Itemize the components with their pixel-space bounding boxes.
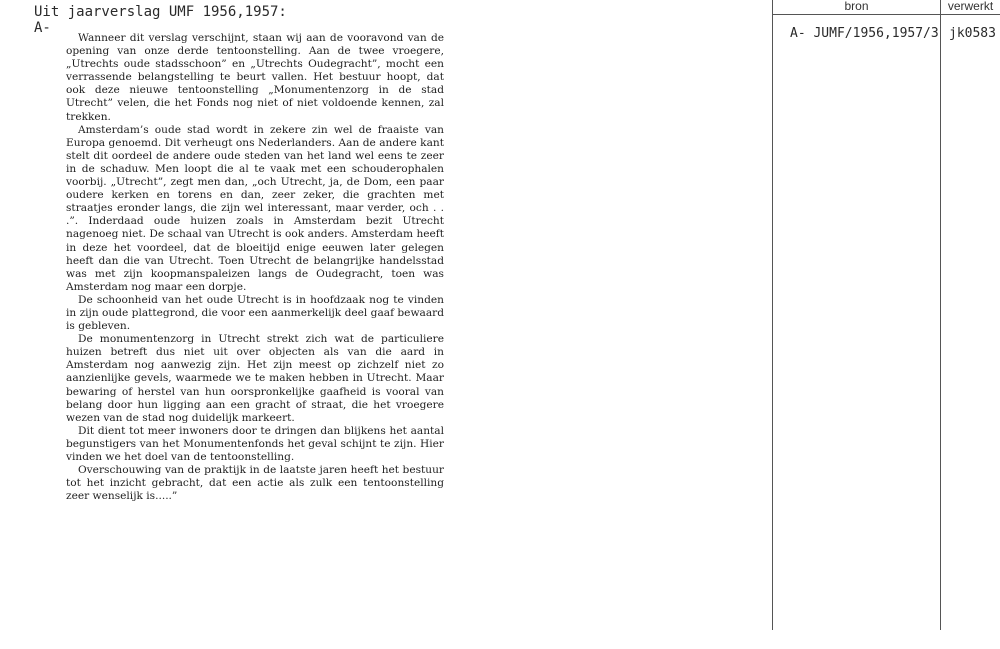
paragraph: De schoonheid van het oude Utrecht is in hoofdzaak nog te vinden in zijn oude plattegrond, die voor een aanmerkelijk deel gaaf bewaard is gebleven. <box>66 293 444 333</box>
bron-column-header: bron <box>844 0 869 13</box>
body-text <box>66 32 444 503</box>
section-marker: A- <box>34 20 51 36</box>
panel-column-divider <box>940 0 941 630</box>
paragraph: Amsterdam’s oude stad wordt in zekere zin wel de fraaiste van Europa genoemd. Dit verheugt ons Nederlanders. Aan de andere kant stelt dit oordeel de andere oude steden van het land wel eens te zeer in de schaduw. Men loopt die al te vaak met een schouderophalen voorbij. „Utrecht”, zegt men dan, „och Utrecht, ja, de Dom, een paar oudere kerken en torens en dan, zeer zeker, die grachten met straatjes eronder langs, die zijn wel interessant, maar verder, och . . .”. Inderdaad oude huizen zoals in Amsterdam bezit Utrecht nagenoeg niet. De schaal van Utrecht is ook anders. Amsterdam heeft in deze het voordeel, dat de bloeitijd enige eeuwen later gelegen heeft dan die van Utrecht. Toen Utrecht de belangrijke handelsstad was met zijn koopmanspaleizen langs de Oudegracht, toen was Amsterdam nog maar een dorpje. <box>66 123 444 293</box>
paragraph: Overschouwing van de praktijk in de laatste jaren heeft het bestuur tot het inzicht gebracht, dat een actie als zulk een tentoonstelling zeer wenselijk is.....” <box>66 464 444 503</box>
panel-header-rule <box>772 14 1000 15</box>
paragraph: Wanneer dit verslag verschijnt, staan wij aan de vooravond van de opening van onze derde tentoonstelling. Aan de twee vroegere, „Utrechts oude stadsschoon” en „Utrechts Oudegracht”, mocht een verrassende belangstelling te beurt vallen. Het bestuur hoopt, dat ook deze nieuwe tentoonstelling „Monumentenzorg in de stad Utrecht” velen, die het Fonds nog niet of niet voldoende kennen, zal trekken. <box>66 32 444 123</box>
panel-left-border <box>772 0 773 630</box>
bron-value: A- JUMF/1956,1957/3 <box>790 26 939 41</box>
verwerkt-column-header: verwerkt <box>947 0 994 13</box>
paragraph: De monumentenzorg in Utrecht strekt zich wat de particuliere huizen betreft dus niet uit over objecten als van die aard in Amsterdam nog aanwezig zijn. Het zijn meest op zichzelf niet zo aanzienlijke gevels, waarmede we te maken hebben in Utrecht. Maar bewaring of herstel van hun oorspronkelijke gaafheid is vooral van belang door hun ligging aan een gracht of straat, die het vroegere wezen van de stad nog duidelijk markeert. <box>66 333 444 424</box>
paragraph: Dit dient tot meer inwoners door te dringen dan blijkens het aantal begunstigers van het Monumentenfonds het geval schijnt te zijn. Hier vinden we het doel van de tentoonstelling. <box>66 424 444 463</box>
verwerkt-value: jk0583 <box>949 26 996 41</box>
document-heading: Uit jaarverslag UMF 1956,1957: <box>34 4 287 20</box>
